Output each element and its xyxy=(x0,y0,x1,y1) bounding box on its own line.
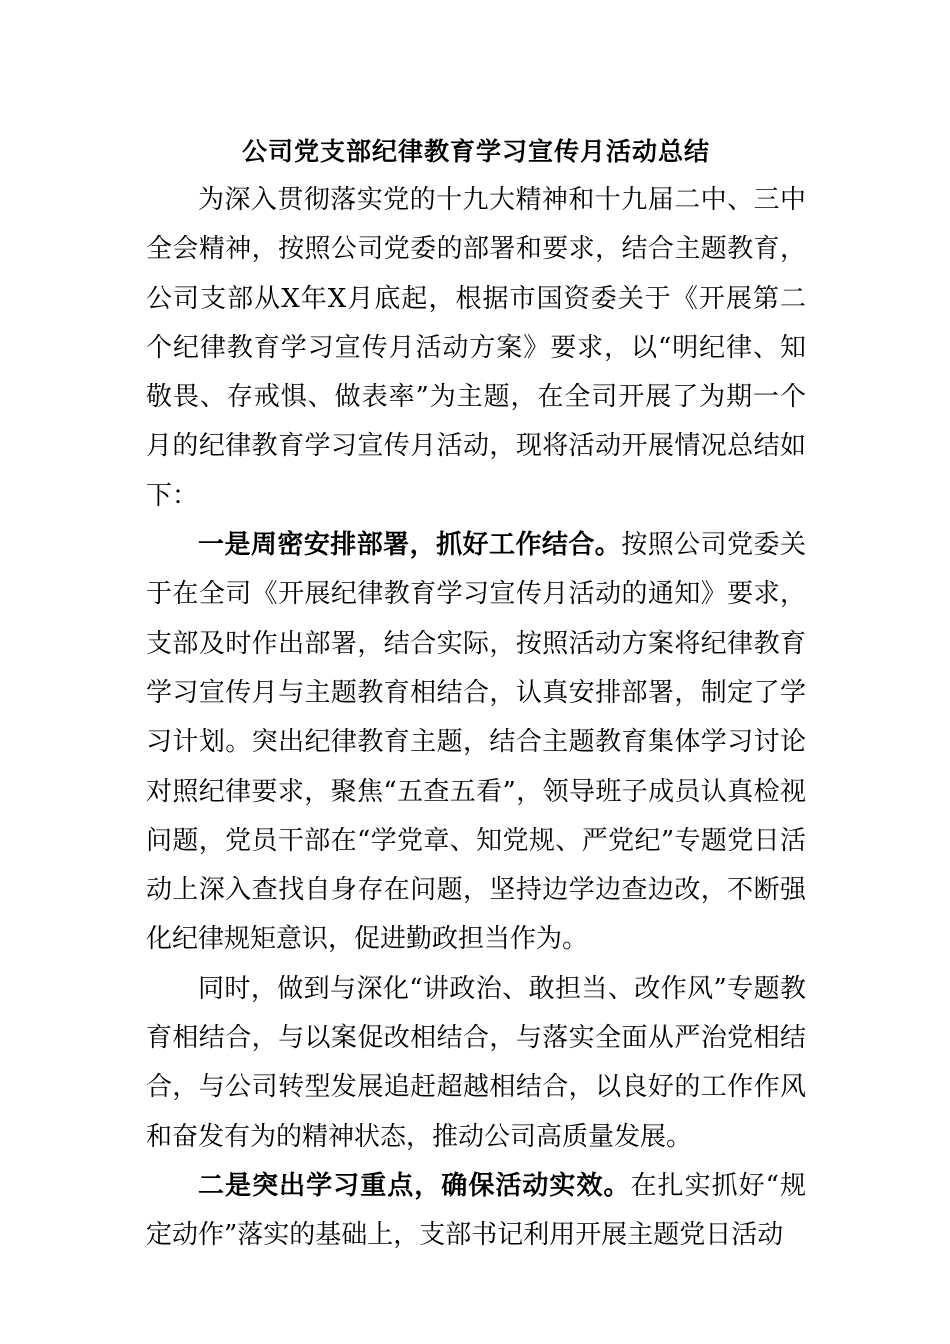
paragraph-text: 在扎实抓好“规定动作”落实的基础上，支部书记利用开展主题党日活动 xyxy=(146,1170,806,1251)
document-page xyxy=(146,128,806,1261)
paragraph-point-one xyxy=(146,521,806,965)
paragraph-text: 为深入贯彻落实党的十九大精神和十九届二中、三中全会精神，按照公司党委的部署和要求，结合主题教育，公司支部从X年X月底起，根据市国资委关于《开展第二个纪律教育学习宣传月活动方案》要求，以“明纪律、知敬畏、存戒惧、做表率”为主题，在全司开展了为期一个月的纪律教育学习宣传月活动，现将活动开展情况总结如下： xyxy=(146,185,806,511)
paragraph-intro xyxy=(146,176,806,521)
paragraph-meanwhile xyxy=(146,965,806,1162)
paragraph-text: 按照公司党委关于在全司《开展纪律教育学习宣传月活动的通知》要求，支部及时作出部署，结合实际，按照活动方案将纪律教育学习宣传月与主题教育相结合，认真安排部署，制定了学习计划。突出纪律教育主题，结合主题教育集体学习讨论对照纪律要求，聚焦“五查五看”，领导班子成员认真检视问题，党员干部在“学党章、知党规、严党纪”专题党日活动上深入查找自身存在问题，坚持边学边查边改，不断强化纪律规矩意识，促进勤政担当作为。 xyxy=(146,530,806,955)
paragraph-lead: 一是周密安排部署，抓好工作结合。 xyxy=(198,530,622,561)
paragraph-text: 同时，做到与深化“讲政治、敢担当、改作风”专题教育相结合，与以案促改相结合，与落实全面从严治党相结合，与公司转型发展追赶超越相结合，以良好的工作作风和奋发有为的精神状态，推动公司高质量发展。 xyxy=(146,973,806,1152)
document-title: 公司党支部纪律教育学习宣传月活动总结 xyxy=(241,137,710,166)
paragraph-point-two xyxy=(146,1162,806,1261)
paragraph-lead: 二是突出学习重点，确保活动实效。 xyxy=(198,1170,631,1201)
